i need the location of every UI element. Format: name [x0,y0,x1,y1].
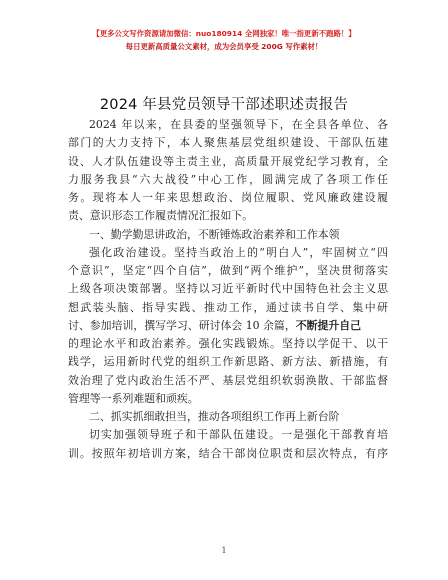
body-line-2: 部门的大力支持下，本人聚焦基层党组织建设、干部队伍建 [68,136,388,150]
body-line-13: 的理论水平和政治素养。强化实践锻炼。坚持以学促干、以干 [68,337,388,350]
promo-banner [0,27,448,53]
body-line-12-bold: 不断提升自己 [295,318,362,332]
document-title: 2024 年县党员领导干部述职述责报告 [99,97,349,113]
promo-line-2: 每日更新高质量公文素材，成为会员享受 200G 写作素材！ [125,42,323,51]
body-line-4: 力服务我县“六大战役”中心工作，圆满完成了各项工作任 [68,172,388,186]
body-line-16: 管理等一系列难题和顽疾。 [68,391,199,405]
promo-line-1: 【更多公文写作资源请加微信：nuo180914 全网独家！唯一指更新不跑路！】 [92,29,356,38]
body-line-5: 务。现将本人一年来思想政治、岗位履职、党风廉政建设履 [68,191,388,204]
section-heading-2: 二、抓实抓细敢担当，推动各项组织工作再上新台阶 [89,410,340,423]
body-line-18: 切实加强领导班子和干部队伍建设。一是强化干部教育培 [89,428,388,442]
body-line-14: 践学，运用新时代党的组织工作新思路、新方法、新措施，有 [68,355,388,369]
body-line-8: 强化政治建设。坚持当政治上的“明白人”，牢固树立“四 [89,245,388,259]
body-line-15: 效治理了党内政治生活不严、基层党组织软弱涣散、干部监督 [68,373,388,387]
body-line-19: 训。按照年初培训方案，结合干部岗位职责和层次特点，有序 [68,446,388,460]
body-line-1: 2024 年以来，在县委的坚强领导下，在全县各单位、各 [89,118,388,131]
body-line-12 [68,317,388,335]
body-line-12-text: 讨、参加培训，撰写学习、研讨体会 10 余篇， [68,318,296,332]
body-line-6: 责、意识形态工作履责情况汇报如下。 [68,209,254,223]
body-line-10: 上级各项决策部署。坚持以习近平新时代中国特色社会主义思 [68,282,388,296]
section-heading-1: 一、勤学勤思讲政治，不断锤炼政治素养和工作本领 [89,227,340,241]
document-body [68,116,388,463]
body-line-11: 想武装头脑、指导实践、推动工作，通过读书自学、集中研 [68,300,388,314]
page-number: 1 [221,546,227,555]
body-line-3: 设、人才队伍建设等主责主业，高质量开展党纪学习教育，全 [68,154,388,168]
body-line-9: 个意识”，坚定“四个自信”，做到“两个维护”，坚决贯彻落实 [68,264,388,277]
